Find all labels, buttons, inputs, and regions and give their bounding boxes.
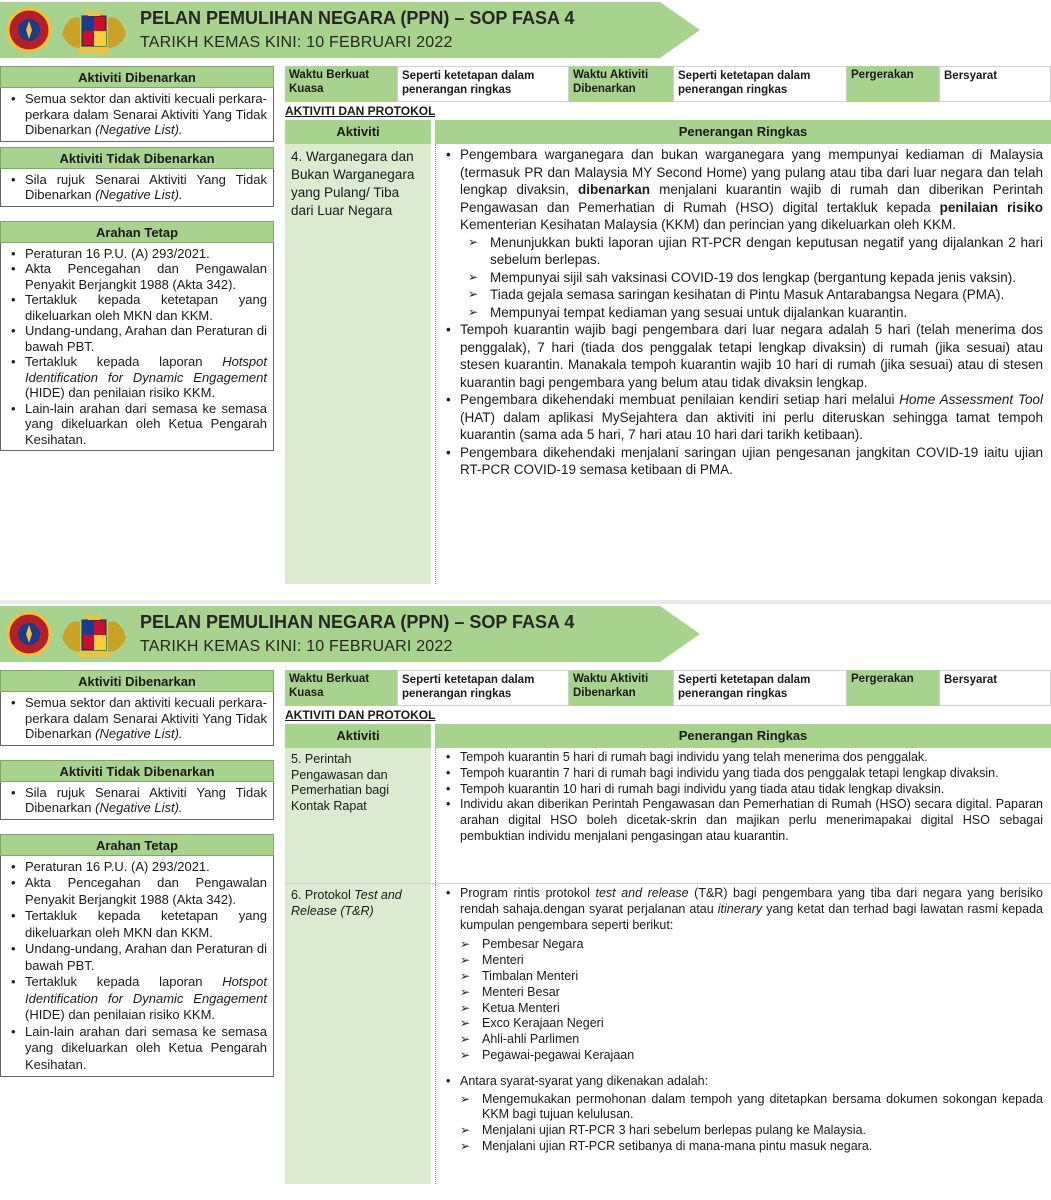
table-header	[285, 724, 1051, 748]
list-item: • Pengembara warganegara dan bukan warganegara yang mempunyai kediaman di Malaysia (termasuk PR dan Malaysia MY Second Home) yang pulang atau tiba dari luar negara dan telah lengkap divaksin, dibenarkan menjalani kuarantin wajib di rumah dan diberikan Perintah Pengawasan dan Pemerhatian di Rumah (HSO) digital tertakluk kepada penilaian risiko Kementerian Kesihatan Malaysia (KKM) dan perincian yang dikeluarkan oleh KKM.	[442, 146, 1043, 234]
main-content	[285, 670, 1051, 1200]
list-item: ➢ Pembesar Negara	[442, 937, 1043, 953]
list-item: ➢ Pegawai-pegawai Kerajaan	[442, 1048, 1043, 1064]
list-item: ➢ Menjalani ujian RT-PCR setibanya di mana-mana pintu masuk negara.	[442, 1139, 1043, 1155]
not-allowed-heading: Aktiviti Tidak Dibenarkan	[0, 147, 274, 169]
list-item: ➢ Mempunyai sijil sah vaksinasi COVID-19 dos lengkap (bergantung kepada jenis vaksin).	[442, 269, 1043, 287]
section-label: AKTIVITI DAN PROTOKOL	[285, 104, 436, 118]
activity-column-header: Aktiviti	[285, 724, 431, 748]
list-item: • Semua sektor dan aktiviti kecuali perkara-perkara dalam Senarai Aktiviti Yang Tidak Dibenarkan (Negative List).	[9, 91, 267, 138]
description-cell	[435, 884, 1051, 1184]
list-item: • Pengembara dikehendaki membuat penilaian kendiri setiap hari melalui Home Assessment Tool (HAT) dalam aplikasi MySejahtera dan aktiviti ini perlu diteruskan sehingga tamat tempoh kuarantin (sama ada 5 hari, 7 hari atau 10 hari dari tarikh ketibaan).	[442, 391, 1043, 444]
list-item: • Sila rujuk Senarai Aktiviti Yang Tidak Dibenarkan (Negative List).	[9, 785, 267, 816]
list-item: • Akta Pencegahan dan Pengawalan Penyakit Berjangkit 1988 (Akta 342).	[9, 875, 267, 908]
movement-label: Pergerakan	[847, 66, 939, 102]
section-label: AKTIVITI DAN PROTOKOL	[285, 708, 436, 722]
list-item: ➢ Mempunyai tempat kediaman yang sesuai untuk dijalankan kuarantin.	[442, 304, 1043, 322]
update-date: TARIKH KEMAS KINI: 10 FEBRUARI 2022	[140, 638, 453, 655]
list-item: ➢ Timbalan Menteri	[442, 969, 1043, 985]
activity-time-label: Waktu Aktiviti Dibenarkan	[569, 670, 673, 706]
table-row	[285, 144, 1051, 584]
list-item: • Lain-lain arahan dari semasa ke semasa yang dikeluarkan oleh Ketua Pengarah Kesihatan.	[9, 1024, 267, 1074]
effective-time-label: Waktu Berkuat Kuasa	[285, 670, 397, 706]
mkn-emblem-icon	[6, 6, 52, 54]
main-content	[285, 66, 1051, 600]
list-item: • Tempoh kuarantin 7 hari di rumah bagi individu yang tiada dos penggalak tetapi lengkap divaksin.	[442, 766, 1043, 782]
coat-of-arms-icon	[58, 608, 130, 660]
table-header	[285, 120, 1051, 144]
movement-label: Pergerakan	[847, 670, 939, 706]
left-sidebar	[0, 670, 274, 1200]
effective-time-value: Seperti ketetapan dalam penerangan ringkas	[397, 670, 569, 706]
list-item: ➢ Exco Kerajaan Negeri	[442, 1016, 1043, 1032]
list-item: ➢ Mengemukakan permohonan dalam tempoh yang ditetapkan bersama dokumen sokongan kepada KKM bagi tujuan kelulusan.	[442, 1092, 1043, 1124]
activity-cell: 6. Protokol Test and Release (T&R)	[285, 884, 431, 1184]
page-title: PELAN PEMULIHAN NEGARA (PPN) – SOP FASA 4	[140, 612, 575, 632]
description-column-header: Penerangan Ringkas	[435, 724, 1051, 748]
list-item: • Tempoh kuarantin 5 hari di rumah bagi individu yang telah menerima dos penggalak.	[442, 750, 1043, 766]
description-cell	[435, 748, 1051, 883]
list-item: • Peraturan 16 P.U. (A) 293/2021.	[9, 859, 267, 876]
activity-time-label: Waktu Aktiviti Dibenarkan	[569, 66, 673, 102]
list-item: ➢ Menjalani ujian RT-PCR 3 hari sebelum berlepas pulang ke Malaysia.	[442, 1123, 1043, 1139]
not-allowed-heading: Aktiviti Tidak Dibenarkan	[0, 760, 274, 782]
table-row	[285, 884, 1051, 1184]
summary-bar	[285, 66, 1051, 102]
list-item: ➢ Tiada gejala semasa saringan kesihatan di Pintu Masuk Antarabangsa Negara (PMA).	[442, 286, 1043, 304]
movement-value: Bersyarat	[939, 66, 1051, 102]
activity-cell: 4. Warganegara dan Bukan Warganegara yang Pulang/ Tiba dari Luar Negara	[285, 144, 431, 584]
activity-column-header: Aktiviti	[285, 120, 431, 144]
standing-directives-body	[0, 856, 274, 1078]
standing-directives-heading: Arahan Tetap	[0, 221, 274, 243]
list-item: ➢ Ahli-ahli Parlimen	[442, 1032, 1043, 1048]
page-title: PELAN PEMULIHAN NEGARA (PPN) – SOP FASA 4	[140, 8, 575, 28]
activity-time-value: Seperti ketetapan dalam penerangan ringkas	[673, 670, 847, 706]
list-item: ➢ Menunjukkan bukti laporan ujian RT-PCR dengan keputusan negatif yang dijalankan 2 hari sebelum berlepas.	[442, 234, 1043, 269]
list-item: • Antara syarat-syarat yang dikenakan adalah:	[442, 1074, 1043, 1090]
list-item: • Tempoh kuarantin wajib bagi pengembara dari luar negara adalah 5 hari (telah menerima dos penggalak), 7 hari (tiada dos penggalak tetapi lengkap divaksin) di rumah (jika sesuai) atau stesen kuarantin. Manakala tempoh kuarantin wajib 10 hari di rumah (jika sesuai) atau di stesen kuarantin bagi pengembara yang belum atau tidak divaksin lengkap.	[442, 321, 1043, 391]
list-item: • Tertakluk kepada ketetapan yang dikeluarkan oleh MKN dan KKM.	[9, 908, 267, 941]
list-item: • Tertakluk kepada laporan Hotspot Identification for Dynamic Engagement (HIDE) dan penilaian risiko KKM.	[9, 354, 267, 401]
list-item: • Tertakluk kepada ketetapan yang dikeluarkan oleh MKN dan KKM.	[9, 292, 267, 323]
list-item: ➢ Ketua Menteri	[442, 1001, 1043, 1017]
update-date: TARIKH KEMAS KINI: 10 FEBRUARI 2022	[140, 34, 453, 51]
activity-time-value: Seperti ketetapan dalam penerangan ringkas	[673, 66, 847, 102]
page-header	[0, 604, 1051, 662]
list-item: • Semua sektor dan aktiviti kecuali perkara-perkara dalam Senarai Aktiviti Yang Tidak Dibenarkan (Negative List).	[9, 695, 267, 742]
list-item: • Lain-lain arahan dari semasa ke semasa yang dikeluarkan oleh Ketua Pengarah Kesihatan.	[9, 401, 267, 448]
sop-page-2	[0, 604, 1051, 1200]
list-item: • Sila rujuk Senarai Aktiviti Yang Tidak Dibenarkan (Negative List).	[9, 172, 267, 203]
not-allowed-body	[0, 169, 274, 207]
summary-bar	[285, 670, 1051, 706]
page-header	[0, 0, 1051, 58]
list-item: • Tertakluk kepada laporan Hotspot Identification for Dynamic Engagement (HIDE) dan penilaian risiko KKM.	[9, 974, 267, 1024]
allowed-activities-body	[0, 692, 274, 746]
standing-directives-body	[0, 243, 274, 452]
list-item: ➢ Menteri Besar	[442, 985, 1043, 1001]
description-column-header: Penerangan Ringkas	[435, 120, 1051, 144]
left-sidebar	[0, 66, 274, 600]
movement-value: Bersyarat	[939, 670, 1051, 706]
allowed-activities-body	[0, 88, 274, 142]
coat-of-arms-icon	[58, 4, 130, 56]
list-item: • Individu akan diberikan Perintah Pengawasan dan Pemerhatian di Rumah (HSO) secara digital. Paparan arahan digital HSO boleh dicetak-skrin dan majikan perlu menerimapakai digital HSO sebagai pembuktian individu menjalani pengasingan atau kuarantin.	[442, 797, 1043, 844]
effective-time-value: Seperti ketetapan dalam penerangan ringkas	[397, 66, 569, 102]
table-row	[285, 748, 1051, 884]
activity-cell: 5. Perintah Pengawasan dan Pemerhatian bagi Kontak Rapat	[285, 748, 431, 883]
list-item: • Undang-undang, Arahan dan Peraturan di bawah PBT.	[9, 941, 267, 974]
effective-time-label: Waktu Berkuat Kuasa	[285, 66, 397, 102]
allowed-activities-heading: Aktiviti Dibenarkan	[0, 670, 274, 692]
list-item: • Pengembara dikehendaki menjalani saringan ujian pengesanan jangkitan COVID-19 iaitu ujian RT-PCR COVID-19 semasa ketibaan di PMA.	[442, 444, 1043, 479]
list-item: • Akta Pencegahan dan Pengawalan Penyakit Berjangkit 1988 (Akta 342).	[9, 261, 267, 292]
list-item: • Program rintis protokol test and release (T&R) bagi pengembara yang tiba dari negara yang berisiko rendah sahaja.dengan syarat perjalanan atau itinerary yang ketat dan terhad bagi lawatan rasmi kepada kumpulan pengembara seperti berikut:	[442, 886, 1043, 933]
allowed-activities-heading: Aktiviti Dibenarkan	[0, 66, 274, 88]
list-item: • Tempoh kuarantin 10 hari di rumah bagi individu yang tiada atau tidak lengkap divaksin.	[442, 782, 1043, 798]
description-cell	[435, 144, 1051, 584]
list-item: • Undang-undang, Arahan dan Peraturan di bawah PBT.	[9, 323, 267, 354]
standing-directives-heading: Arahan Tetap	[0, 834, 274, 856]
mkn-emblem-icon	[6, 610, 52, 658]
list-item: ➢ Menteri	[442, 953, 1043, 969]
not-allowed-body	[0, 782, 274, 820]
list-item: • Peraturan 16 P.U. (A) 293/2021.	[9, 246, 267, 262]
